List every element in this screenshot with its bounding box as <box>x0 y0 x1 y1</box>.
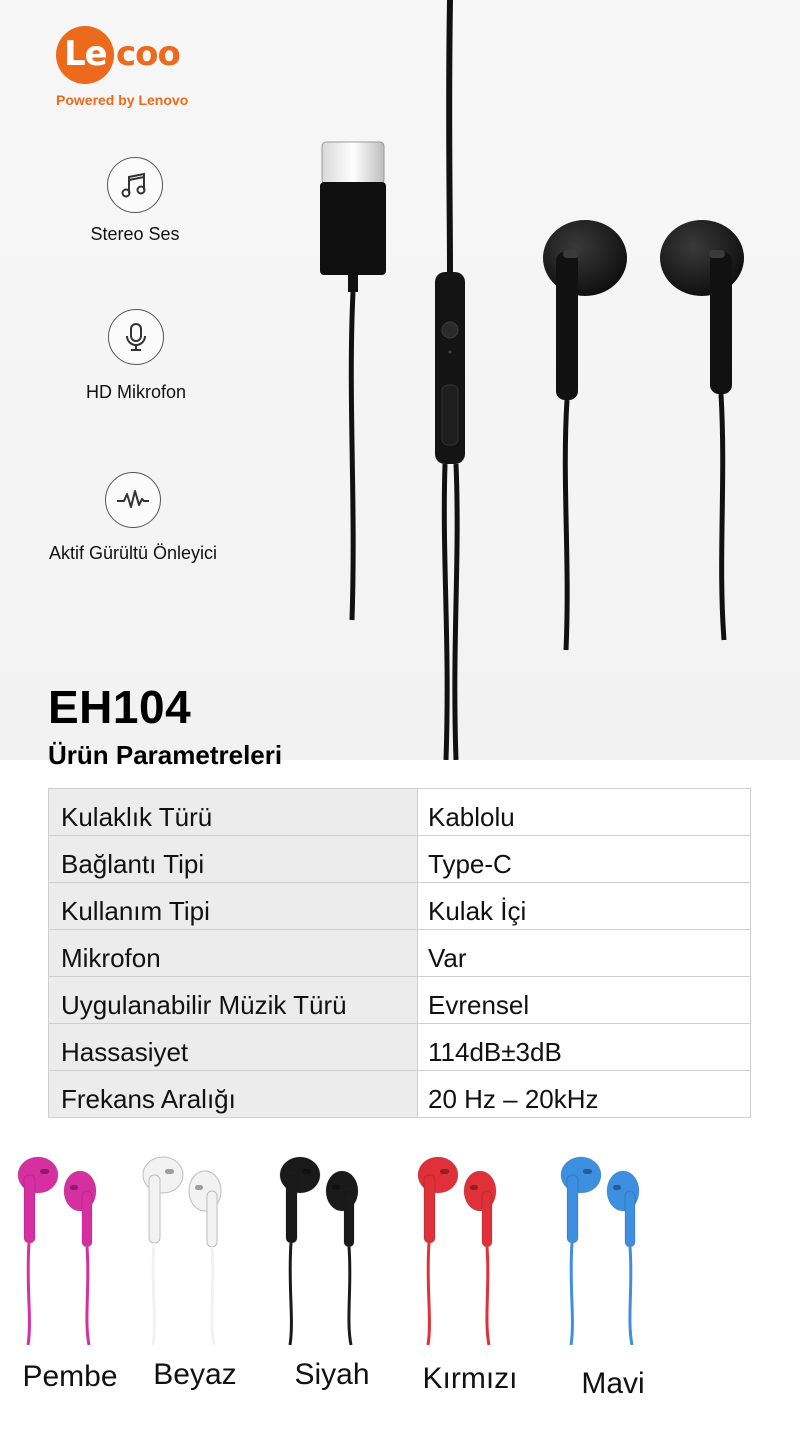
color-label: Siyah <box>294 1358 370 1391</box>
color-label: Kırmızı <box>422 1362 518 1395</box>
spec-value: 114dB±3dB <box>418 1024 751 1071</box>
brand-tagline: Powered by Lenovo <box>56 92 189 108</box>
table-row <box>49 1024 751 1071</box>
spec-key: Hassasiyet <box>49 1024 418 1071</box>
table-row <box>49 1071 751 1118</box>
feature-label: Stereo Ses <box>90 224 180 244</box>
spec-key: Kulaklık Türü <box>49 789 418 836</box>
product-image <box>290 0 780 760</box>
earphone-image <box>400 1145 540 1350</box>
spec-value: Var <box>418 930 751 977</box>
spec-key: Mikrofon <box>49 930 418 977</box>
spec-key: Uygulanabilir Müzik Türü <box>49 977 418 1024</box>
spec-key: Kullanım Tipi <box>49 883 418 930</box>
color-variants <box>0 1145 800 1438</box>
color-variant-red <box>400 1145 540 1438</box>
spec-key: Frekans Aralığı <box>49 1071 418 1118</box>
logo-suffix: coo <box>116 34 180 74</box>
color-label: Beyaz <box>153 1358 237 1391</box>
feature-microphone <box>46 309 226 404</box>
earphone-image <box>0 1145 140 1350</box>
feature-label: HD Mikrofon <box>85 382 187 402</box>
section-title: Ürün Parametreleri <box>48 740 283 770</box>
color-variant-black <box>262 1145 402 1438</box>
spec-table <box>48 788 751 1118</box>
product-model: EH104 <box>48 681 192 733</box>
spec-value: Kablolu <box>418 789 751 836</box>
color-label: Pembe <box>22 1360 118 1393</box>
color-variant-white <box>125 1145 265 1438</box>
waveform-icon <box>105 472 161 528</box>
color-variant-pink <box>0 1145 140 1438</box>
earphone-image <box>125 1145 265 1350</box>
spec-key: Bağlantı Tipi <box>49 836 418 883</box>
table-row <box>49 883 751 930</box>
spec-value: Type-C <box>418 836 751 883</box>
color-variant-blue <box>543 1145 683 1438</box>
brand-logo <box>56 26 216 116</box>
spec-value: Evrensel <box>418 977 751 1024</box>
table-row <box>49 836 751 883</box>
earphone-image <box>543 1145 683 1350</box>
earphone-image <box>262 1145 402 1350</box>
feature-noise-cancel <box>43 472 223 565</box>
music-note-icon <box>107 157 163 213</box>
color-label: Mavi <box>581 1367 645 1400</box>
spec-value: 20 Hz – 20kHz <box>418 1071 751 1118</box>
feature-stereo <box>45 157 225 246</box>
logo-prefix: Le <box>64 34 107 74</box>
microphone-icon <box>108 309 164 365</box>
table-row <box>49 977 751 1024</box>
table-row <box>49 930 751 977</box>
feature-label: Aktif Gürültü Önleyici <box>48 543 218 563</box>
spec-value: Kulak İçi <box>418 883 751 930</box>
table-row <box>49 789 751 836</box>
